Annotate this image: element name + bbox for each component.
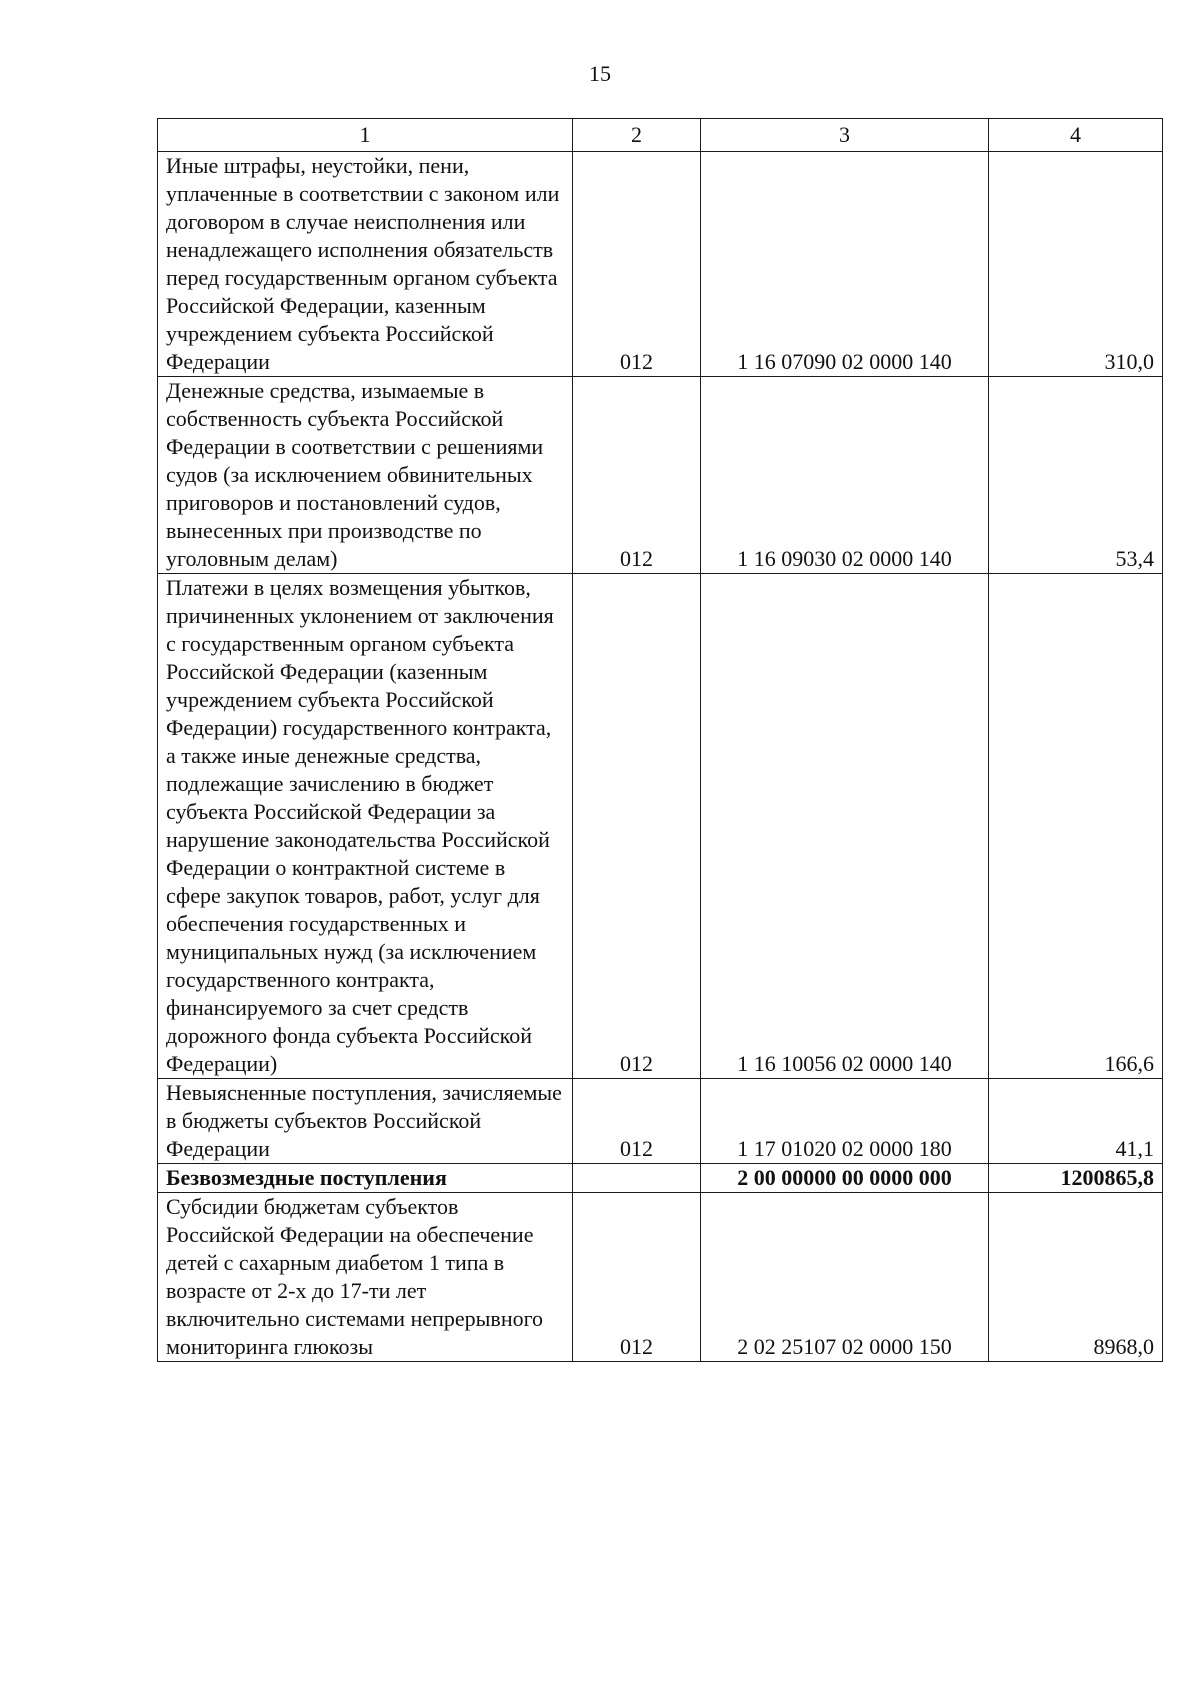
budget-code-cell: 2 00 00000 00 0000 000 <box>701 1164 989 1193</box>
revenue-name-cell: Невыясненные поступления, зачисляемые в бюджеты субъектов Российской Федерации <box>158 1079 573 1164</box>
amount-cell: 41,1 <box>989 1079 1163 1164</box>
table-row-total <box>158 1164 1163 1193</box>
table-row <box>158 1079 1163 1164</box>
column-header-2: 2 <box>573 119 701 152</box>
amount-cell: 1200865,8 <box>989 1164 1163 1193</box>
admin-code-cell: 012 <box>573 574 701 1079</box>
amount-cell: 166,6 <box>989 574 1163 1079</box>
table-row <box>158 152 1163 377</box>
budget-code-cell: 2 02 25107 02 0000 150 <box>701 1193 989 1362</box>
budget-code-cell: 1 16 07090 02 0000 140 <box>701 152 989 377</box>
column-header-4: 4 <box>989 119 1163 152</box>
table-header-row <box>158 119 1163 152</box>
amount-cell: 8968,0 <box>989 1193 1163 1362</box>
admin-code-cell: 012 <box>573 1193 701 1362</box>
budget-code-cell: 1 16 09030 02 0000 140 <box>701 377 989 574</box>
amount-cell: 53,4 <box>989 377 1163 574</box>
admin-code-cell: 012 <box>573 1079 701 1164</box>
page-number: 15 <box>589 61 611 86</box>
table-row <box>158 574 1163 1079</box>
revenue-name-cell: Иные штрафы, неустойки, пени, уплаченные в соответствии с законом или договором в случае неисполнения или ненадлежащего исполнения обязательств перед государственным органом субъекта Российской Федерации, казенным учреждением субъекта Российской Федерации <box>158 152 573 377</box>
admin-code-cell: 012 <box>573 377 701 574</box>
table-row <box>158 377 1163 574</box>
column-header-1: 1 <box>158 119 573 152</box>
revenue-name-cell: Денежные средства, изымаемые в собственность субъекта Российской Федерации в соответствии с решениями судов (за исключением обвинительных приговоров и постановлений судов, вынесенных при производстве по уголовным делам) <box>158 377 573 574</box>
column-header-3: 3 <box>701 119 989 152</box>
admin-code-cell: 012 <box>573 152 701 377</box>
revenue-name-cell: Субсидии бюджетам субъектов Российской Федерации на обеспечение детей с сахарным диабетом 1 типа в возрасте от 2-х до 17-ти лет включительно системами непрерывного мониторинга глюкозы <box>158 1193 573 1362</box>
revenue-name-cell: Платежи в целях возмещения убытков, причиненных уклонением от заключения с государственным органом субъекта Российской Федерации (казенным учреждением субъекта Российской Федерации) государственного контракта, а также иные денежные средства, подлежащие зачислению в бюджет субъекта Российской Федерации за нарушение законодательства Российской Федерации о контрактной системе в сфере закупок товаров, работ, услуг для обеспечения государственных и муниципальных нужд (за исключением государственного контракта, финансируемого за счет средств дорожного фонда субъекта Российской Федерации) <box>158 574 573 1079</box>
revenue-name-cell: Безвозмездные поступления <box>158 1164 573 1193</box>
revenue-table <box>157 118 1163 1362</box>
table-row <box>158 1193 1163 1362</box>
budget-code-cell: 1 16 10056 02 0000 140 <box>701 574 989 1079</box>
amount-cell: 310,0 <box>989 152 1163 377</box>
budget-code-cell: 1 17 01020 02 0000 180 <box>701 1079 989 1164</box>
admin-code-cell <box>573 1164 701 1193</box>
